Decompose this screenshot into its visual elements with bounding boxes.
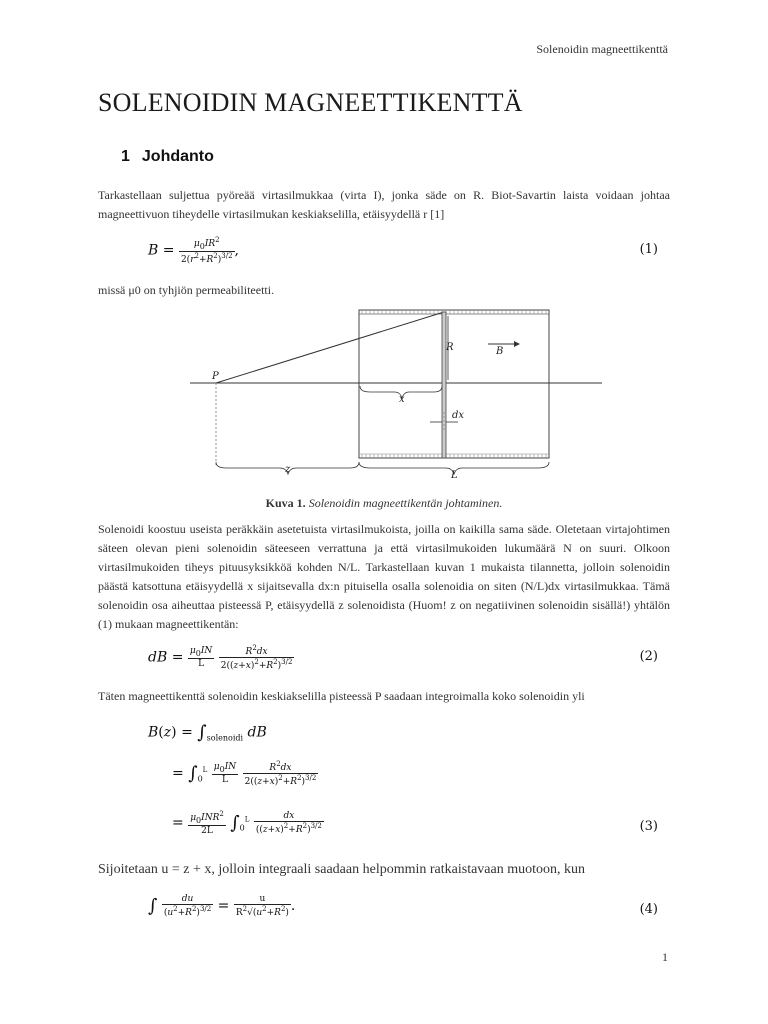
paragraph-1: Tarkastellaan suljettua pyöreää virtasilmukkaa (virta I), jonka säde on R. Biot-Savartin laista voidaan johtaa magneettivuon tiheydelle virtasilmukan keskiakselilla, etäisyydellä r [1] [98, 188, 670, 221]
equation-3-number: (3) [639, 819, 658, 834]
equation-3-line-3: = $\frac{\mu 0INR^2}{2L}$ $\int_0^L$ $\frac{dx}{((z+x)^2+R^2)^{3/2}}$ [172, 810, 322, 836]
running-header: Solenoidin magneettikenttä [536, 42, 668, 56]
label-r: R [446, 342, 454, 353]
equation-4: ∫ $\frac{du}{(u^2+R^2)^{3/2}}$ = $\frac{u}{R^2√(u^2+R^2)}$ . [148, 894, 296, 918]
caption-label: Kuva 1. [265, 496, 306, 510]
solenoid-figure [190, 306, 610, 488]
label-z: z [285, 464, 291, 475]
equation-3-line-2: = $\int_0^L$ $\frac{\mu 0IN}{L}$ $\frac{R^2dx}{2((z+x)^2+R^2)^{3/2}}$ [172, 760, 317, 787]
equation-4-number: (4) [639, 902, 658, 917]
page-title: SOLENOIDIN MAGNEETTIKENTTÄ [98, 88, 523, 117]
label-b: B [496, 346, 504, 357]
equation-2: dB = $\frac{\mu 0IN}{L}$ $\frac{R^2dx}{2((z+x)^2+R^2)^{3/2}}$ [148, 644, 293, 671]
figure-caption [0, 496, 768, 511]
label-x: x [399, 394, 405, 405]
b-arrowhead [514, 341, 520, 347]
dx-slice [442, 312, 446, 458]
equation-1: B = $\frac{\mu 0IR^2}{2(r^2+R^2)^{3/2}}$ , [148, 236, 239, 265]
page-number: 1 [662, 950, 668, 964]
section-heading [121, 148, 214, 166]
paragraph-5: Sijoitetaan u = z + x, jolloin integraali saadaan helpommin ratkaistavaan muotoon, kun [98, 862, 586, 877]
caption-text: Solenoidin magneettikentän johtaminen. [308, 496, 503, 510]
paragraph-2: missä μ0 on tyhjiön permeabiliteetti. [98, 283, 275, 297]
paragraph-4: Täten magneettikenttä solenoidin keskiakselilla pisteessä P saadaan integroimalla koko solenoidin yli [98, 689, 585, 703]
p-to-loop-line [216, 312, 444, 383]
solenoid-outline [359, 310, 549, 458]
coil-ticks [359, 310, 549, 458]
section-title: Johdanto [141, 148, 214, 165]
equation-2-number: (2) [639, 649, 658, 664]
label-p: P [212, 371, 219, 382]
paragraph-3: Solenoidi koostuu useista peräkkäin asetetuista virtasilmukoista, joilla on kaikilla sama säde. Oletetaan virtajohtimen säteen olevan pieni solenoidin säteeseen verrattuna ja että virtasilmukoiden lukumäärä N on suuri. Olkoon virtasilmukoiden tiheys pituusyksikköä kohden N/L. Tarkastellaan kuvan 1 mukaista tilannetta, jolloin solenoidin päästä katsottuna etäisyydellä x sijaitsevalla dx:n pituisella osalla solenoidia on siten (N/L)dx virtasilmukkaa. Tämä solenoidin osa aiheuttaa pisteessä P, etäisyydellä z solenoidista (Huom! z on negatiivinen solenoidin sisällä!) yhtälön (1) mukaan magneettikentän: [98, 522, 670, 631]
section-number: 1 [121, 148, 130, 165]
equation-1-number: (1) [639, 242, 658, 257]
label-dx: dx [452, 410, 465, 421]
equation-3-line-1: $B(z) = \int_{solenoidi}$ dB [148, 722, 267, 743]
label-l: L [451, 470, 458, 481]
